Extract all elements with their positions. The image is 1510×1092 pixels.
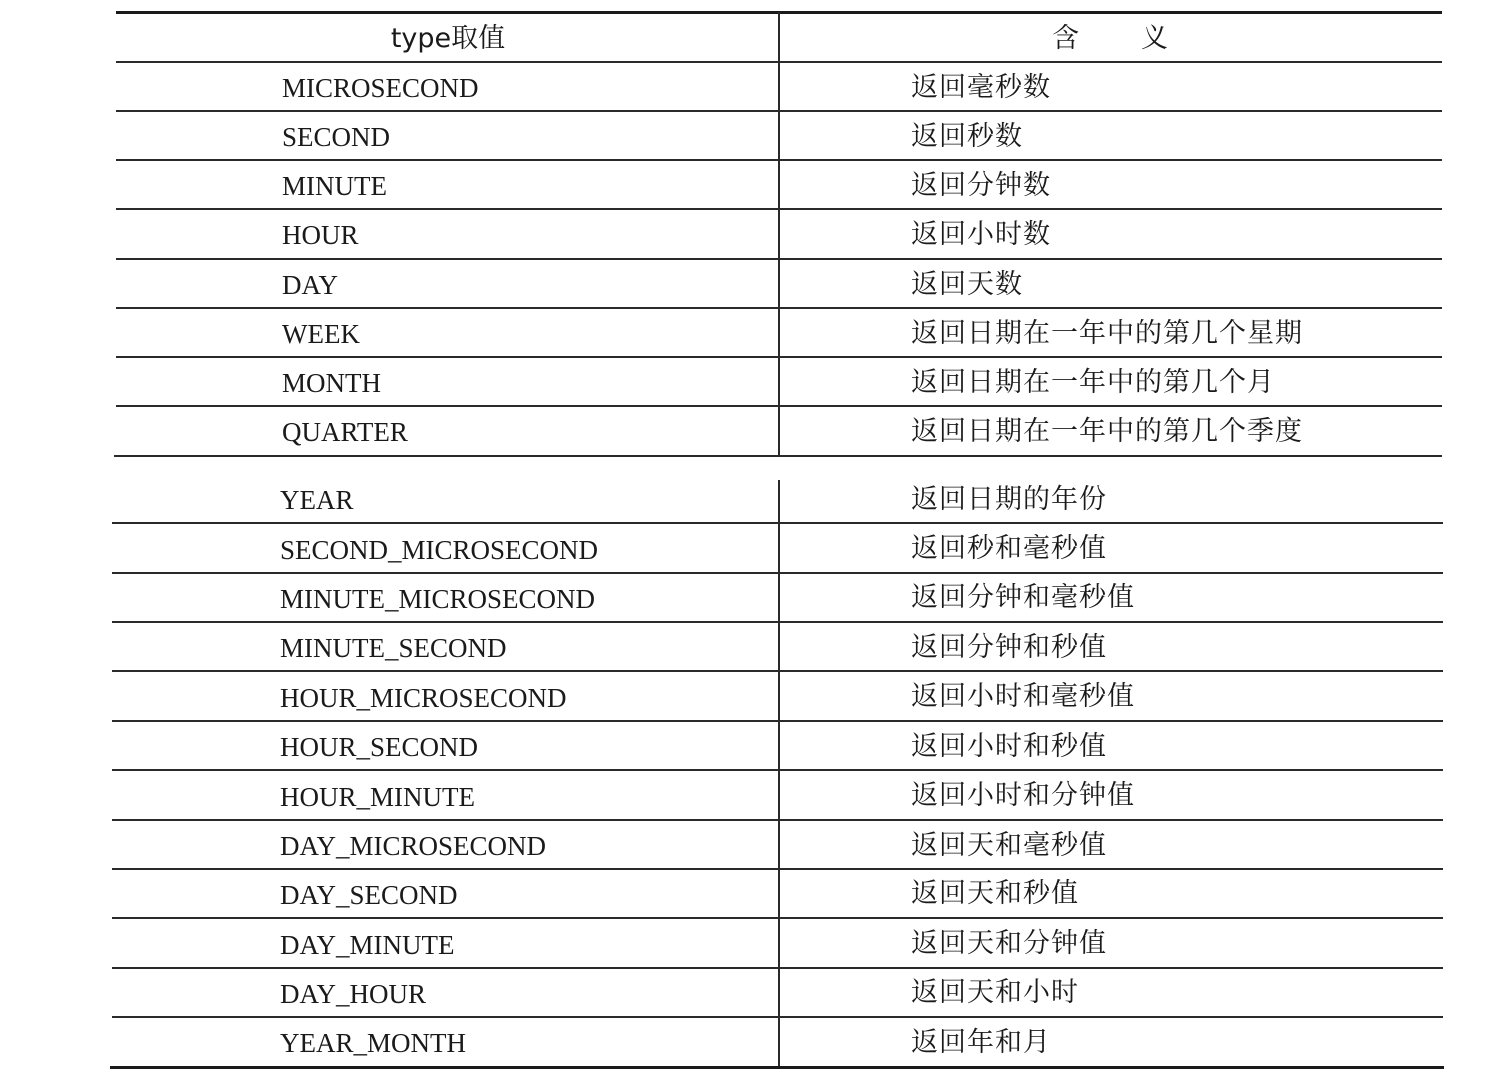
table-row-type: HOUR_MICROSECOND <box>280 683 567 713</box>
column-header-meaning: 含义 <box>1052 23 1230 54</box>
row-rule <box>112 572 1443 574</box>
table-row-type: QUARTER <box>282 417 408 447</box>
table-row-meaning: 返回天和毫秒值 <box>911 830 1107 861</box>
table-row-type: HOUR_SECOND <box>280 732 479 762</box>
table-row-type: DAY_MINUTE <box>280 930 455 960</box>
table-row-meaning: 返回年和月 <box>911 1027 1051 1058</box>
table-bottom-rule <box>110 1066 1444 1069</box>
row-rule <box>112 819 1443 821</box>
table-row-type: MONTH <box>282 368 381 398</box>
row-rule <box>116 356 1442 358</box>
row-rule <box>116 159 1442 161</box>
row-rule <box>112 720 1443 722</box>
table-row-meaning: 返回秒数 <box>911 121 1023 152</box>
table-row-type: HOUR_MINUTE <box>280 782 475 812</box>
row-rule <box>116 110 1442 112</box>
upper-block-bottom-rule <box>114 455 1442 457</box>
table-row-meaning: 返回毫秒数 <box>911 72 1051 103</box>
table-row-meaning: 返回秒和毫秒值 <box>911 533 1107 564</box>
column-divider-upper <box>778 12 780 456</box>
row-rule <box>116 405 1442 407</box>
table-row-type: MINUTE_SECOND <box>280 633 507 663</box>
table-row-meaning: 返回分钟数 <box>911 170 1051 201</box>
table-row-type: DAY_SECOND <box>280 880 458 910</box>
row-rule <box>112 621 1443 623</box>
table-row-type: DAY <box>282 270 339 300</box>
table-row-type: WEEK <box>282 319 360 349</box>
table-row-type: DAY_MICROSECOND <box>280 831 547 861</box>
table-row-type: MINUTE <box>282 171 387 201</box>
column-divider-lower <box>778 480 780 1068</box>
table-row-meaning: 返回天和小时 <box>911 977 1079 1008</box>
table-row-meaning: 返回天和分钟值 <box>911 928 1107 959</box>
row-rule <box>116 208 1442 210</box>
table-row-type: YEAR <box>280 485 354 515</box>
table-row-meaning: 返回天和秒值 <box>911 878 1079 909</box>
table-row-meaning: 返回小时和毫秒值 <box>911 681 1135 712</box>
table-row-meaning: 返回分钟和毫秒值 <box>911 582 1135 613</box>
table-row-type: SECOND_MICROSECOND <box>280 535 599 565</box>
column-header-type: type取值 <box>390 23 506 54</box>
table-row-meaning: 返回小时数 <box>911 219 1051 250</box>
table-row-type: SECOND <box>282 122 391 152</box>
row-rule <box>112 1016 1443 1018</box>
table-row-meaning: 返回天数 <box>911 269 1023 300</box>
table-row-meaning: 返回日期在一年中的第几个月 <box>911 367 1275 398</box>
row-rule <box>112 967 1443 969</box>
table-row-type: HOUR <box>282 220 359 250</box>
row-rule <box>112 670 1443 672</box>
row-rule <box>112 917 1443 919</box>
table-row-meaning: 返回日期在一年中的第几个星期 <box>911 318 1303 349</box>
row-rule <box>112 868 1443 870</box>
table-row-meaning: 返回分钟和秒值 <box>911 632 1107 663</box>
table-row-type: MICROSECOND <box>282 73 479 103</box>
row-rule <box>116 307 1442 309</box>
table-row-meaning: 返回小时和秒值 <box>911 731 1107 762</box>
table-row-type: YEAR_MONTH <box>280 1028 466 1058</box>
table-row-meaning: 返回日期在一年中的第几个季度 <box>911 416 1303 447</box>
row-rule <box>116 258 1442 260</box>
row-rule <box>112 769 1443 771</box>
table-row-meaning: 返回日期的年份 <box>911 484 1107 515</box>
table-row-meaning: 返回小时和分钟值 <box>911 780 1135 811</box>
table-row-type: DAY_HOUR <box>280 979 427 1009</box>
row-rule <box>112 522 1443 524</box>
table-row-type: MINUTE_MICROSECOND <box>280 584 596 614</box>
